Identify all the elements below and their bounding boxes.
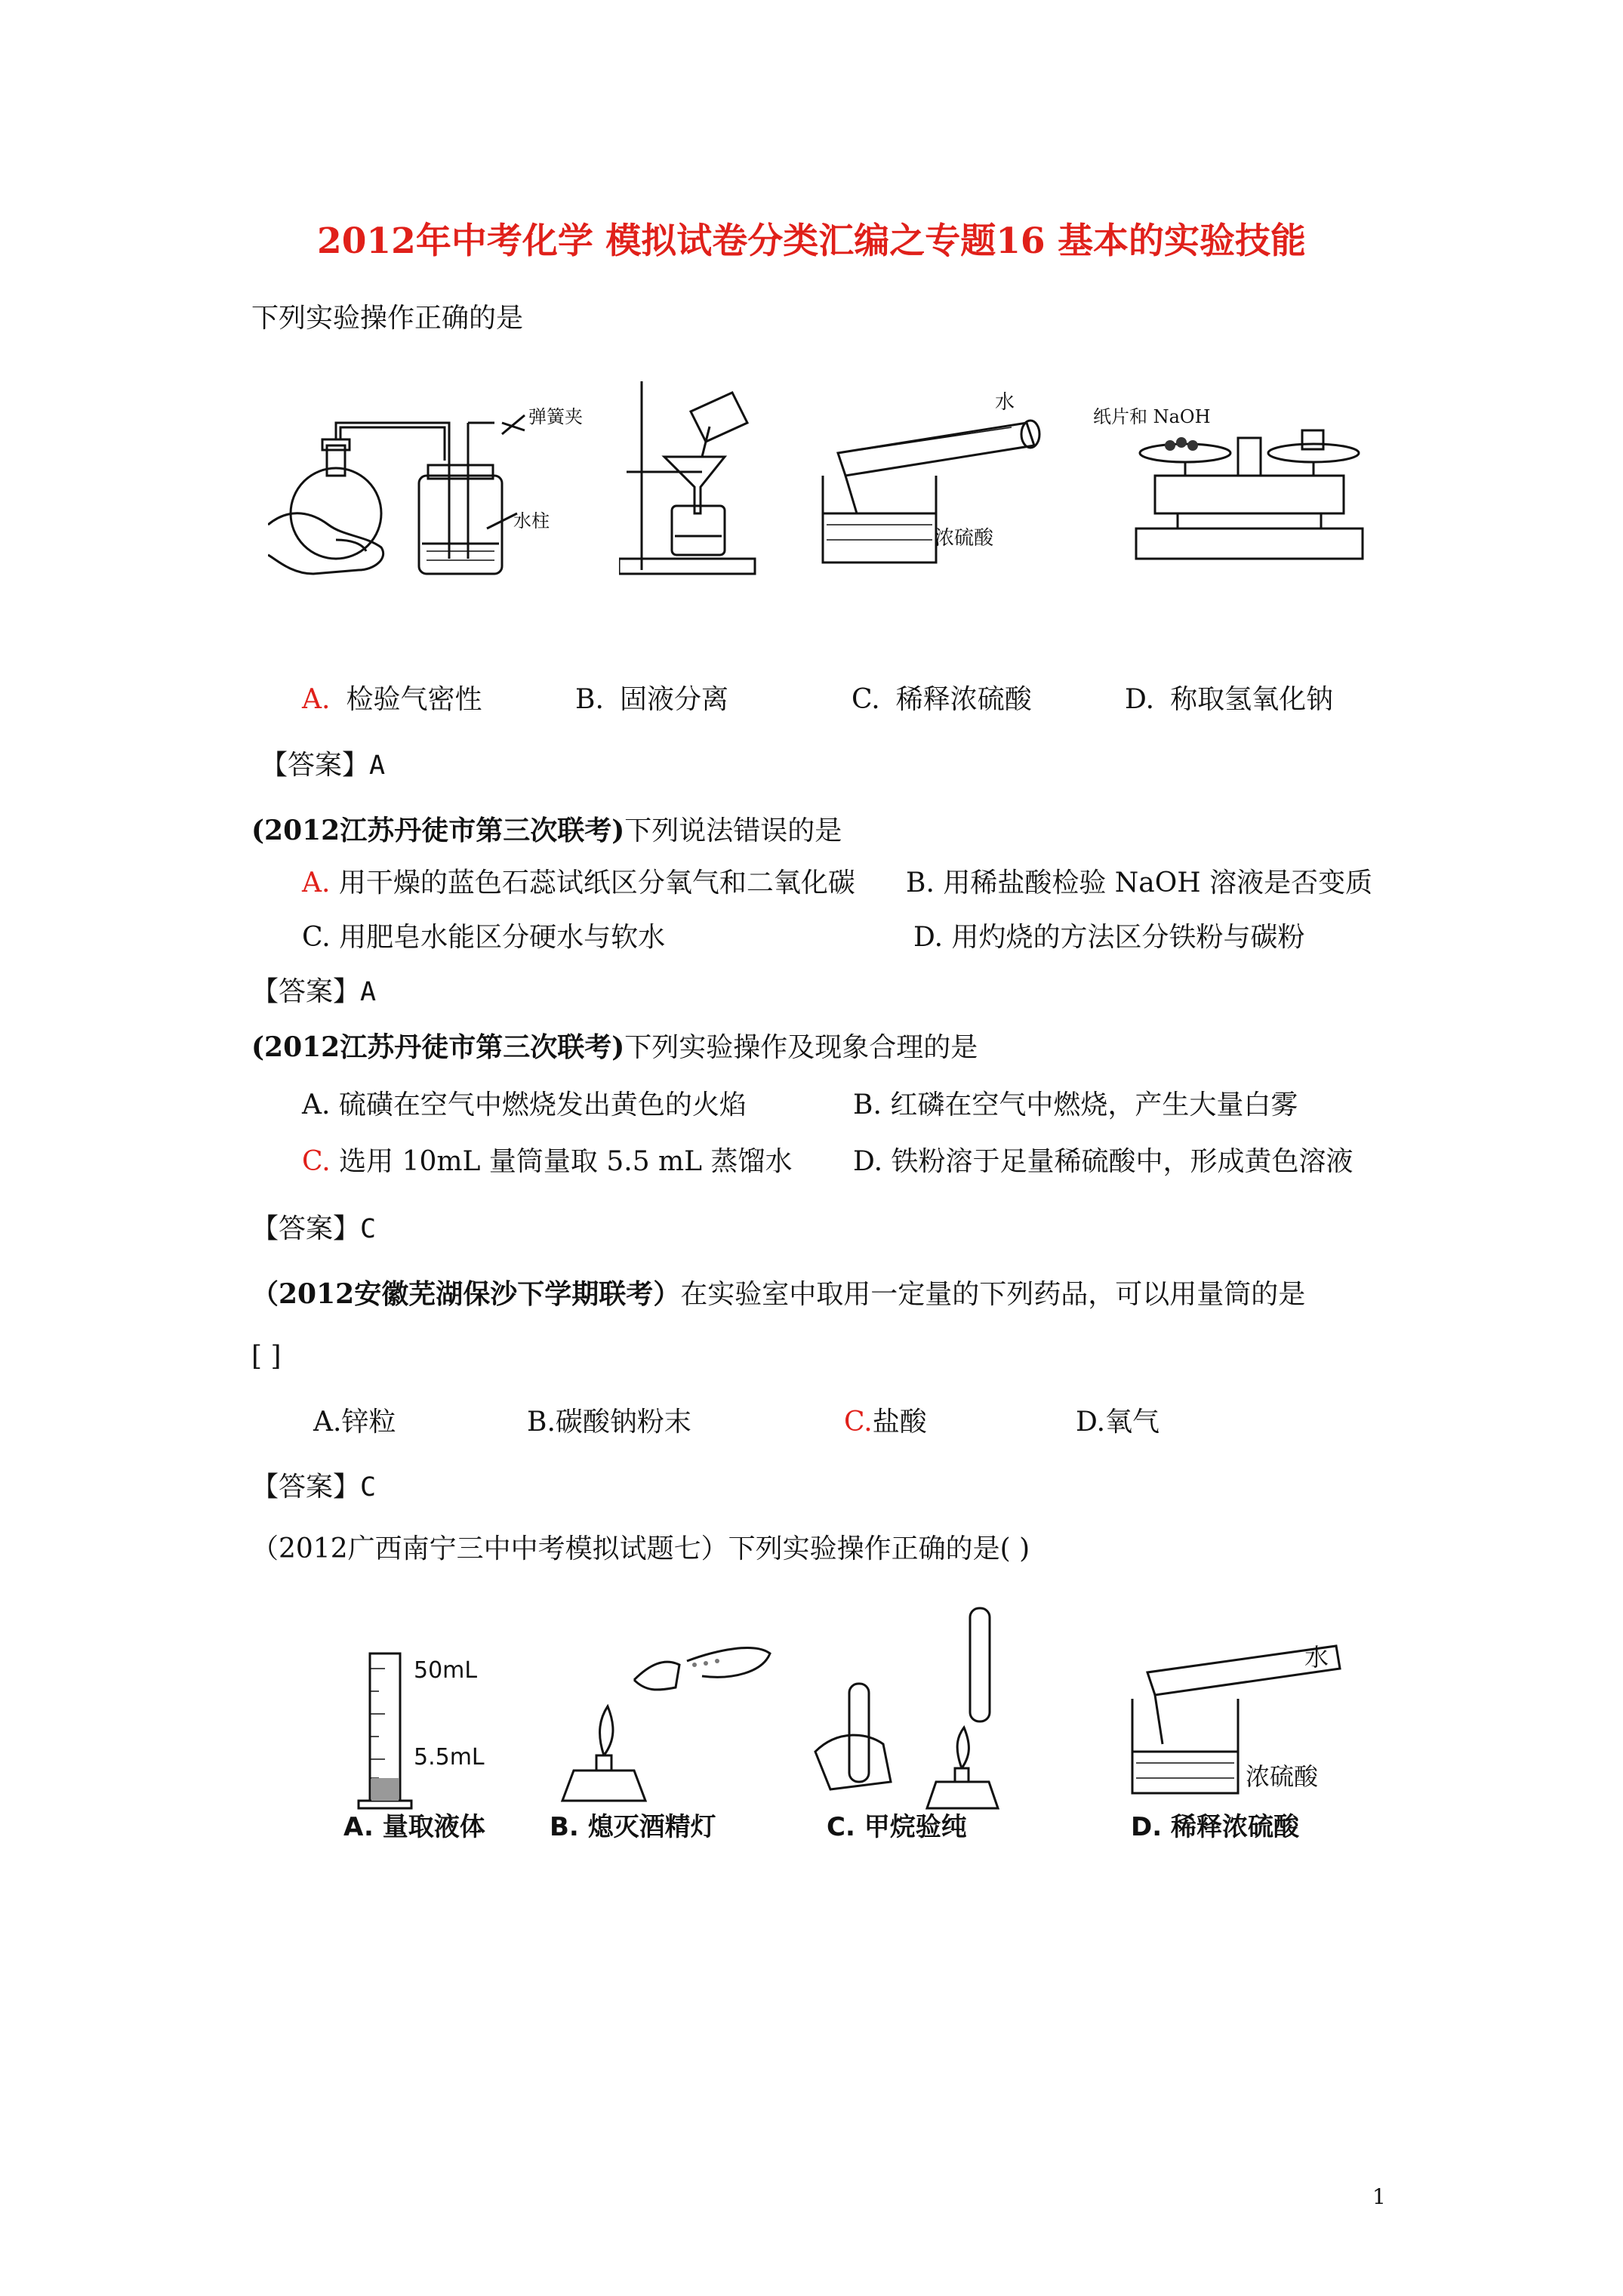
q1-option-d: D. 称取氢氧化钠 xyxy=(1125,684,1334,715)
q3-option-b: B. 红磷在空气中燃烧，产生大量白雾 xyxy=(853,1089,1298,1120)
q2-option-c: C. 用肥皂水能区分硬水与软水 xyxy=(302,922,666,953)
page-number: 1 xyxy=(1372,2184,1386,2209)
q5-label-conc-acid: 浓硫酸 xyxy=(1246,1762,1319,1791)
q3-option-a: A. 硫磺在空气中燃烧发出黄色的火焰 xyxy=(302,1089,747,1120)
q5-caption-b: B. 熄灭酒精灯 xyxy=(550,1812,716,1842)
q3-option-d: D. 铁粉溶于足量稀硫酸中，形成黄色溶液 xyxy=(853,1146,1354,1177)
q2-option-d: D. 用灼烧的方法区分铁粉与碳粉 xyxy=(913,922,1305,953)
q5-caption-a: A. 量取液体 xyxy=(343,1812,485,1842)
q5-label-water: 水 xyxy=(1304,1643,1329,1672)
q2-option-a: A. 用干燥的蓝色石蕊试纸区分氧气和二氧化碳 xyxy=(302,868,855,898)
q5-stem: （2012广西南宁三中中考模拟试题七）下列实验操作正确的是( ) xyxy=(251,1533,1030,1564)
q1-label-paper-naoh: 纸片和 NaOH xyxy=(1093,406,1211,427)
q5-figure-methane-test xyxy=(808,1593,1049,1820)
q5-caption-d: D. 稀释浓硫酸 xyxy=(1131,1812,1299,1842)
q1-label-water-column: 水柱 xyxy=(513,510,550,532)
q3-stem: (2012江苏丹徒市第三次联考)下列实验操作及现象合理的是 xyxy=(251,1031,978,1063)
q4-option-a: A.锌粒 xyxy=(313,1407,396,1438)
q1-figure-filtration xyxy=(619,381,770,585)
q1-figure-balance xyxy=(1132,423,1366,574)
q1-label-conc-acid: 浓硫酸 xyxy=(935,527,994,550)
q4-stem: （2012安徽芜湖保沙下学期联考）在实验室中取用一定量的下列药品，可以用量筒的是 xyxy=(251,1278,1306,1310)
q3-option-c: C. 选用 10mL 量筒量取 5.5 mL 蒸馏水 xyxy=(302,1146,793,1177)
page-title: 2012年中考化学 模拟试卷分类汇编之专题16 基本的实验技能 xyxy=(317,220,1306,262)
q4-bracket: [ ] xyxy=(251,1341,282,1372)
q5-label-5-5ml: 5.5mL xyxy=(414,1744,485,1771)
q4-option-b: B.碳酸钠粉末 xyxy=(527,1407,691,1438)
q2-stem: (2012江苏丹徒市第三次联考)下列说法错误的是 xyxy=(251,815,842,846)
q5-figure-alcohol-lamp xyxy=(544,1620,785,1816)
q1-option-c: C. 稀释浓硫酸 xyxy=(852,684,1032,715)
q1-label-spring-clamp: 弹簧夹 xyxy=(528,406,583,427)
q5-label-50ml: 50mL xyxy=(414,1657,478,1684)
q1-figure-airtightness xyxy=(268,393,547,589)
q1-option-b: B. 固液分离 xyxy=(575,684,728,715)
q1-stem: 下列实验操作正确的是 xyxy=(251,303,524,334)
q2-answer: 【答案】A xyxy=(251,976,377,1007)
q1-option-a: A. 检验气密性 xyxy=(302,684,482,715)
q4-answer: 【答案】C xyxy=(251,1472,377,1502)
q3-answer: 【答案】C xyxy=(251,1213,377,1244)
q5-caption-c: C. 甲烷验纯 xyxy=(827,1812,967,1842)
q4-option-c: C.盐酸 xyxy=(844,1407,927,1438)
q1-answer: 【答案】A xyxy=(260,750,386,781)
q4-option-d: D.氧气 xyxy=(1076,1407,1160,1438)
q5-figure-cylinder xyxy=(355,1646,423,1812)
q2-option-b: B. 用稀盐酸检验 NaOH 溶液是否变质 xyxy=(906,868,1373,898)
q1-label-water: 水 xyxy=(995,391,1015,414)
